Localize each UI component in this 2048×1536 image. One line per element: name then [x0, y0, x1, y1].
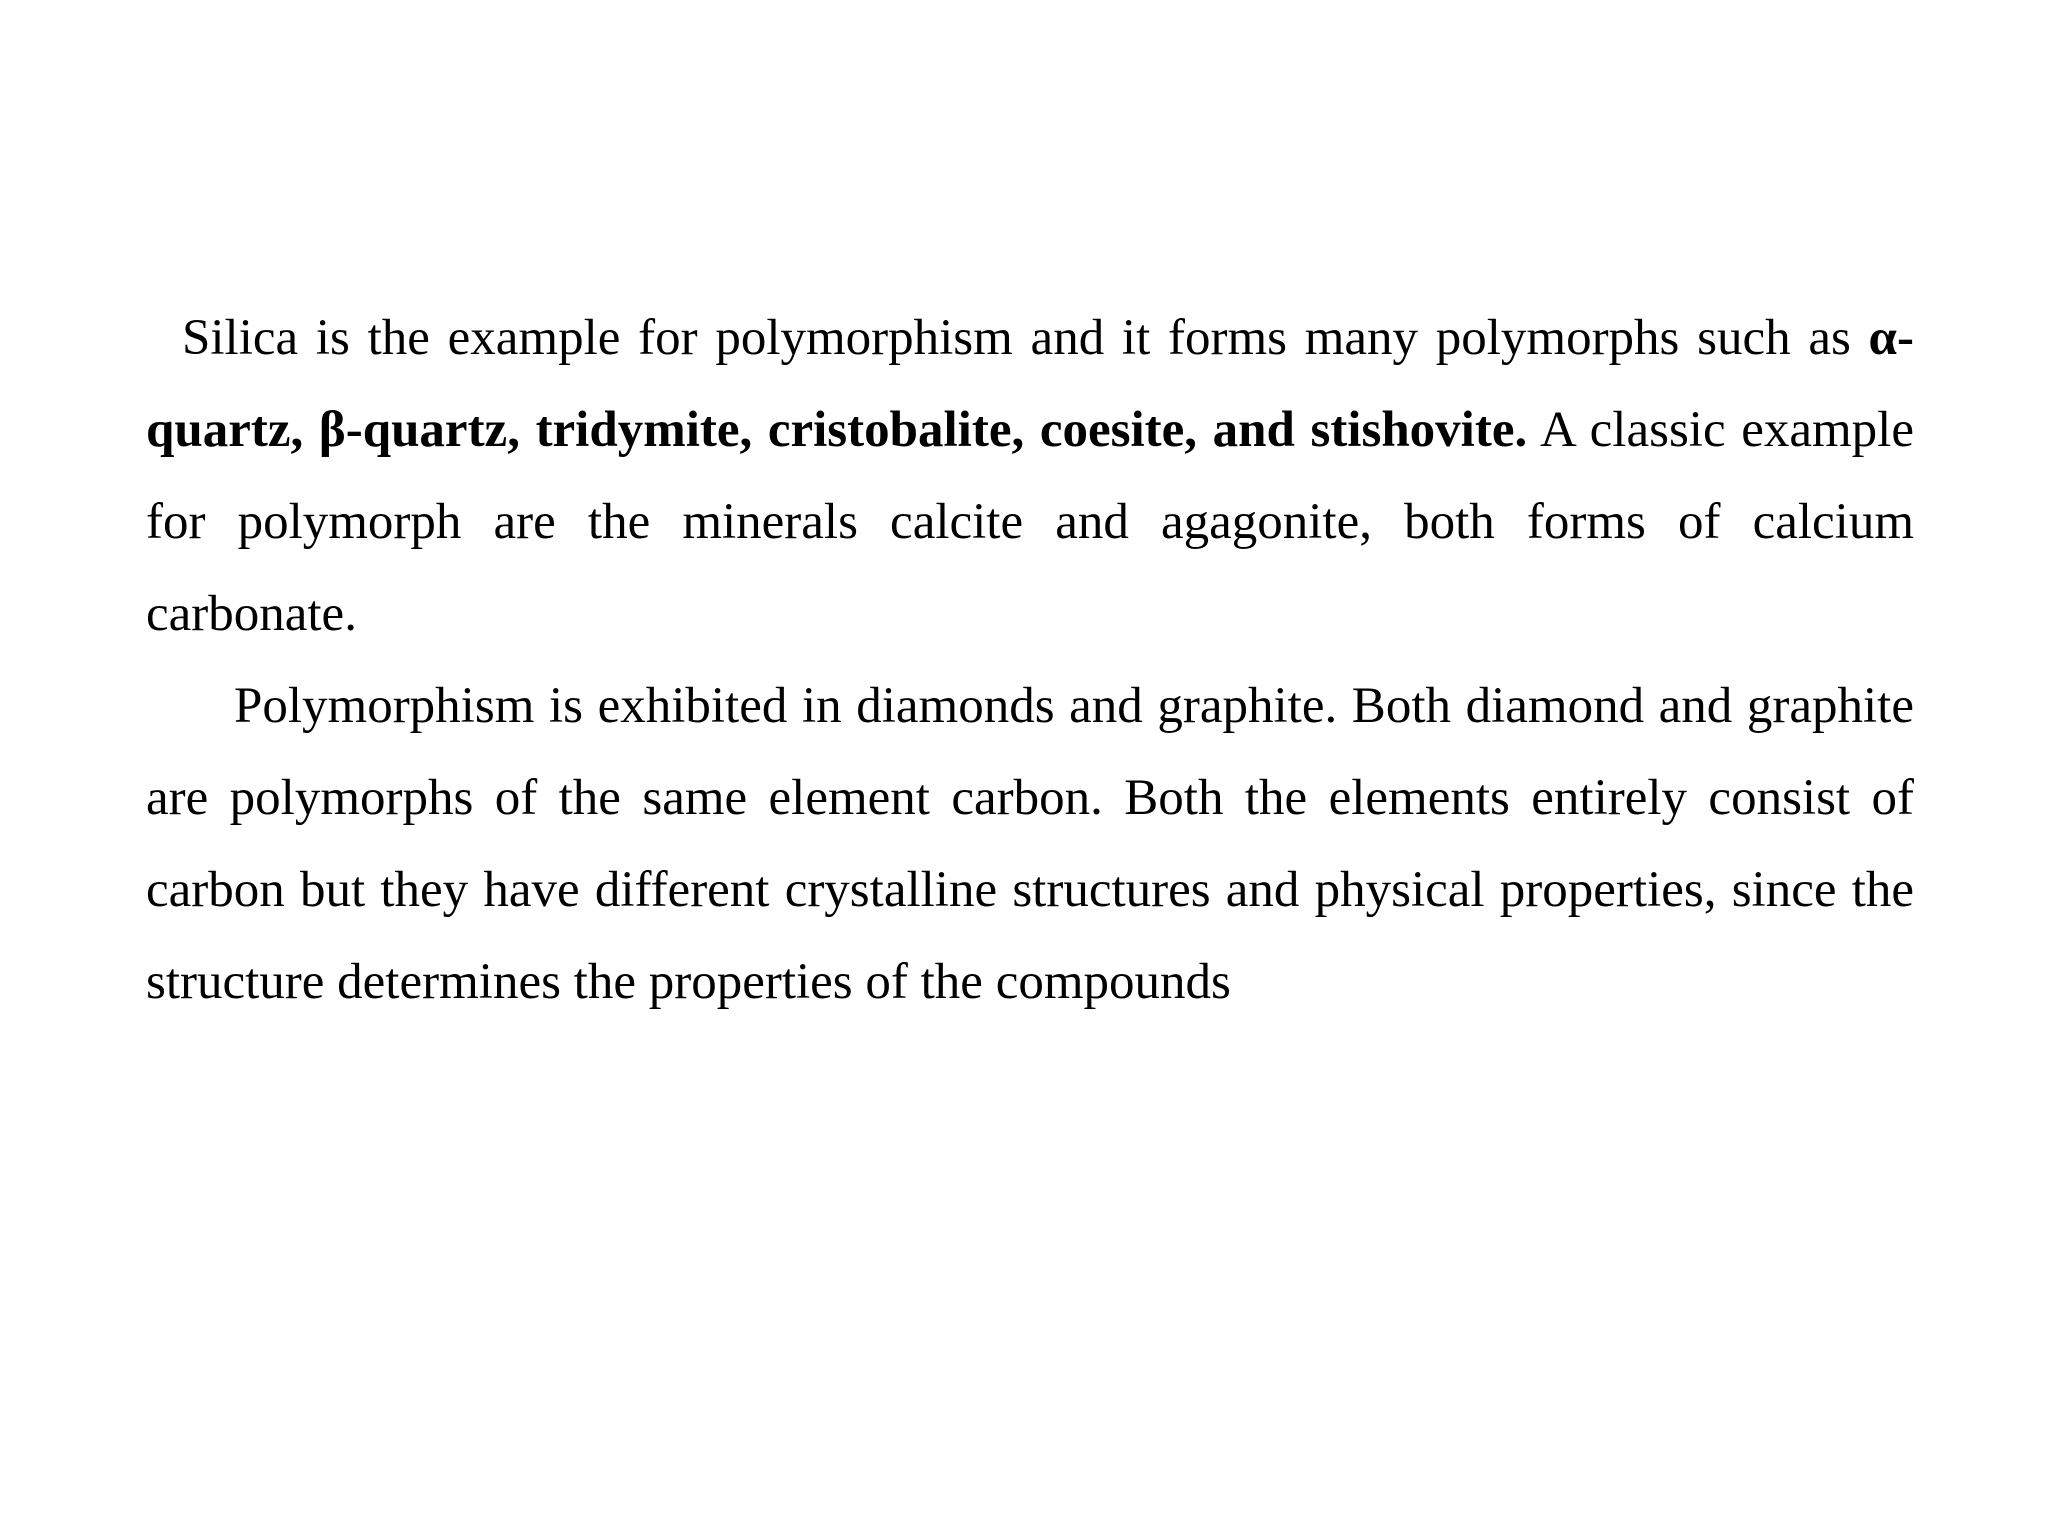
document-body: [146, 292, 1914, 1028]
polymorph-list-bold: α-quartz, β-quartz, tridymite, cristobalite, coesite, and stishovite.: [146, 310, 1914, 458]
paragraph-carbon-polymorphs: Polymorphism is exhibited in diamonds and graphite. Both diamond and graphite are polymorphs of the same element carbon. Both the elements entirely consist of carbon but they have different crystalline structures and physical properties, since the structure determines the properties of the compounds: [146, 678, 1914, 1010]
paragraph-1-text-start: Silica is the example for polymorphism and it forms many polymorphs such as: [182, 310, 1869, 366]
paragraph-silica-polymorphs: [146, 292, 1914, 660]
paragraph-1-text-end: A classic example for polymorph are the minerals calcite and agagonite, both forms of calcium carbonate.: [146, 402, 1914, 642]
